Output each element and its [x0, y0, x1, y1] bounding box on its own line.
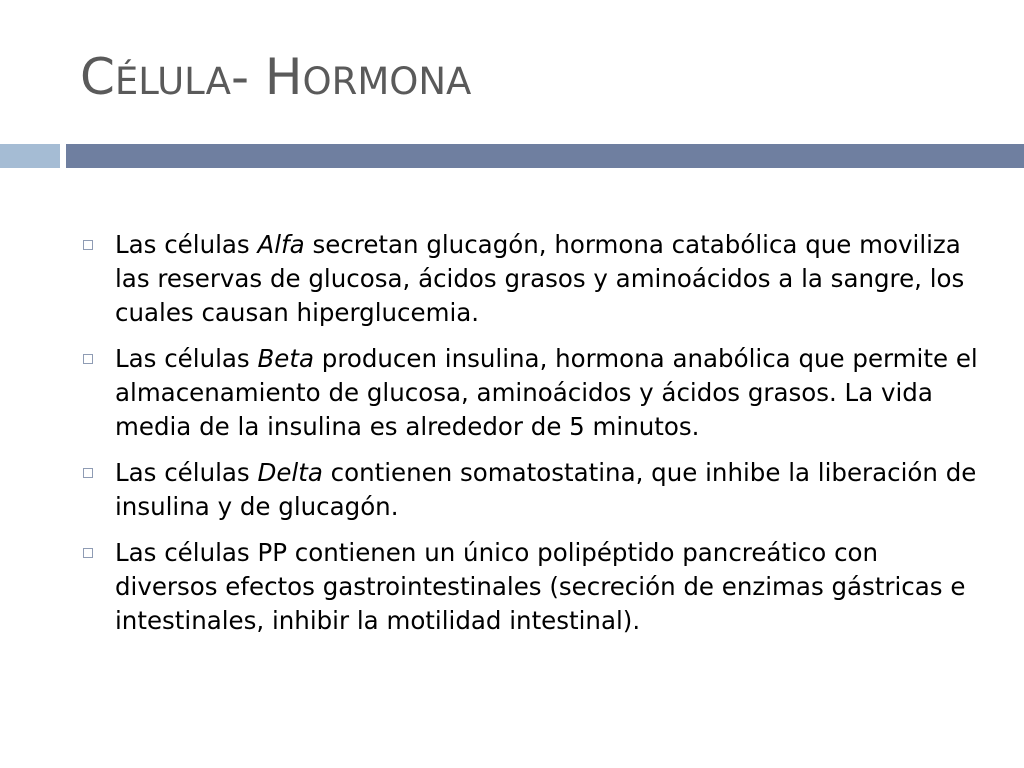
slide-title: [80, 48, 472, 106]
bullet-body: secretan glucagón, hormona catabólica que moviliza las reservas de glucosa, ácidos grasos y aminoácidos a la sangre, los cuales causan hiperglucemia.: [115, 230, 965, 327]
bullet-prefix: Las células PP contienen un único polipéptido pancreático con diversos efectos gastrointestinales (secreción de enzimas gástricas e intestinales, inhibir la motilidad intestinal).: [115, 538, 966, 635]
bullet-emphasis: Delta: [257, 458, 323, 487]
title-rest-2: ORMONA: [302, 60, 472, 103]
bullet-text: [115, 342, 980, 444]
bullet-text: [115, 536, 980, 638]
bullet-body: producen insulina, hormona anabólica que permite el almacenamiento de glucosa, aminoácidos y ácidos grasos. La vida media de la insulina es alrededor de 5 minutos.: [115, 344, 978, 441]
square-bullet-icon: [83, 468, 93, 478]
bullet-item: [80, 536, 980, 638]
square-bullet-icon: [83, 354, 93, 364]
header-band: [66, 144, 1024, 168]
bullet-item: [80, 342, 980, 444]
bullet-body: contienen somatostatina, que inhibe la liberación de insulina y de glucagón.: [115, 458, 977, 521]
bullet-emphasis: Alfa: [257, 230, 305, 259]
bullet-item: [80, 456, 980, 524]
bullet-item: [80, 228, 980, 330]
bullet-emphasis: Beta: [257, 344, 314, 373]
square-bullet-icon: [83, 548, 93, 558]
header-band-accent: [0, 144, 60, 168]
title-separator: -: [230, 48, 265, 106]
bullet-list: [80, 228, 980, 650]
bullet-prefix: Las células: [115, 458, 258, 487]
bullet-prefix: Las células: [115, 344, 258, 373]
title-initial-1: C: [80, 48, 115, 106]
bullet-text: [115, 456, 980, 524]
square-bullet-icon: [83, 240, 93, 250]
bullet-prefix: Las células: [115, 230, 258, 259]
bullet-text: [115, 228, 980, 330]
title-initial-2: H: [264, 48, 303, 106]
title-rest-1: ÉLULA: [114, 60, 231, 103]
